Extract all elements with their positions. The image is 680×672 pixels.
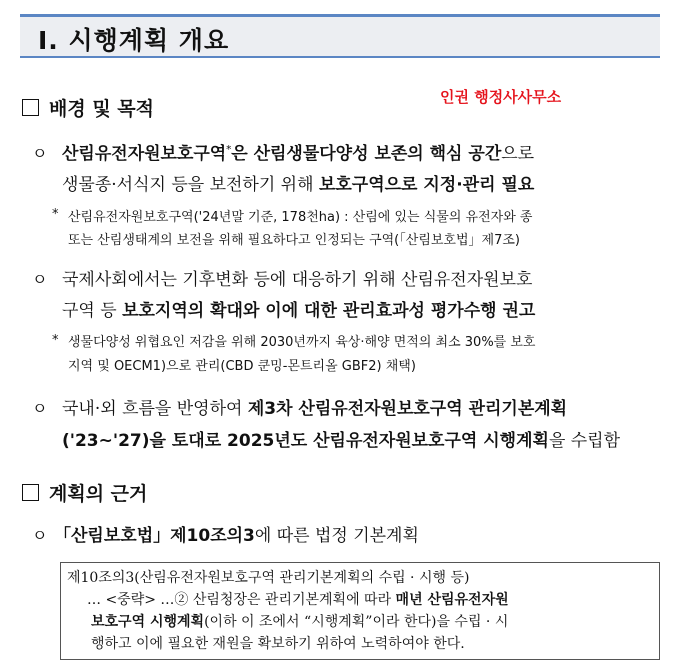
bullet-circle-icon: ㅇ (32, 270, 48, 289)
paragraph-line: 국제사회에서는 기후변화 등에 대응하기 위해 산림유전자원보호 (62, 270, 533, 290)
text: 을 수립함 (548, 431, 621, 451)
text: (이하 이 조에서 “시행계획”이라 한다)을 수립 · 시 (204, 614, 509, 630)
paragraph-line (62, 296, 535, 321)
bold-text: 산림유전자원보호구역 (62, 144, 227, 164)
text: 구역 등 (62, 301, 123, 321)
office-stamp-text: 인권 행정사사무소 (440, 88, 562, 106)
paragraph-line (62, 394, 567, 419)
note-asterisk: * (52, 207, 59, 222)
note-asterisk: * (52, 333, 59, 348)
text: 생물종·서식지 등을 보전하기 위해 (62, 175, 319, 195)
bold-text: 제3차 산림유전자원보호구역 관리기본계획 (247, 399, 568, 419)
section-heading-text: 배경 및 목적 (49, 98, 154, 120)
bold-text: 보호구역으로 지정·관리 필요 (318, 175, 535, 195)
text: 에 따른 법정 기본계획 (254, 526, 419, 546)
text: … <중략> …② 산림청장은 관리기본계획에 따라 (87, 592, 396, 608)
note-line: 생물다양성 위협요인 저감을 위해 2030년까지 육상·해양 면적의 최소 30%를 보호 (68, 335, 536, 350)
paragraph-line (54, 521, 419, 546)
checkbox-square-icon (22, 484, 39, 501)
bold-text: 보호구역 시행계획 (91, 614, 205, 630)
section-heading-background (22, 94, 154, 121)
paragraph-line (62, 139, 534, 164)
bold-text: 은 산림생물다양성 보존의 핵심 공간 (231, 144, 502, 164)
checkbox-square-icon (22, 99, 39, 116)
bold-text: 보호지역의 확대와 이에 대한 관리효과성 평가수행 권고 (122, 301, 536, 321)
bold-text: 「산림보호법」제10조의3 (54, 526, 255, 546)
law-line: 행하고 이에 필요한 재원을 확보하기 위하여 노력하여야 한다. (91, 636, 465, 652)
law-line (91, 611, 508, 631)
title-banner (20, 14, 660, 58)
law-line (87, 589, 509, 609)
law-excerpt-box (60, 562, 660, 660)
note-line: 또는 산림생태계의 보전을 위해 필요하다고 인정되는 구역(「산림보호법」제7조) (68, 233, 521, 248)
text: 국내·외 흐름을 반영하여 (62, 399, 248, 419)
note-line: 지역 및 OECM1)으로 관리(CBD 쿤밍-몬트리올 GBF2) 채택) (68, 359, 416, 374)
bullet-circle-icon: ㅇ (32, 144, 48, 163)
bullet-circle-icon: ㅇ (32, 399, 48, 418)
bold-text: ('23~'27)을 토대로 2025년도 산림유전자원보호구역 시행계획 (62, 431, 549, 451)
paragraph-line (62, 170, 534, 195)
section-heading-basis (22, 479, 147, 506)
note-line: 산림유전자원보호구역('24년말 기준, 178천ha) : 산림에 있는 식물의 유전자와 종 (68, 210, 533, 225)
law-line: 제10조의3(산림유전자원보호구역 관리기본계획의 수립 · 시행 등) (67, 570, 470, 586)
bullet-circle-icon: ㅇ (32, 526, 48, 545)
section-heading-text: 계획의 근거 (49, 483, 148, 505)
paragraph-line (62, 426, 620, 451)
page-title: Ⅰ. 시행계획 개요 (38, 26, 230, 55)
footnote-mark: * (226, 144, 232, 156)
bold-text: 매년 산림유전자원 (395, 592, 509, 608)
text: 으로 (501, 144, 535, 164)
